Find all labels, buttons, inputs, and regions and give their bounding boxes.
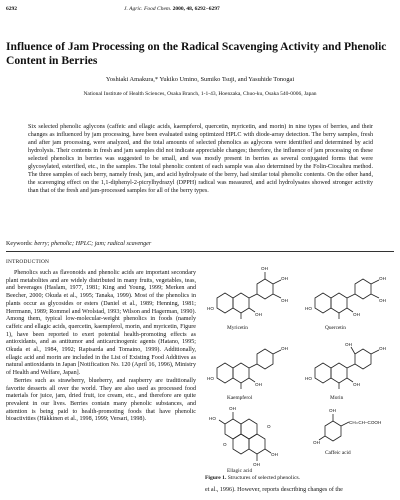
page-number: 6292 bbox=[6, 6, 17, 12]
intro-paragraph-2: Berries such as strawberry, blueberry, and raspberry are traditionally favorite desserts all over the world. They are also used as processed food materials for juice, jam, dried fruit, ice cream, etc., and therefore are quite prevalent in our lives. Berries contain many phenolic substances, and attention is being paid to health-promoting foods that have phenolic bioactivities (Häkkinen et al., 1998, 1999; Versari, 1998). bbox=[6, 377, 196, 423]
myricetin-structure bbox=[217, 272, 281, 319]
figure-caption bbox=[205, 475, 300, 481]
label-morin: Morin bbox=[330, 395, 344, 401]
journal-reference bbox=[124, 6, 220, 12]
keywords-label: Keywords: bbox=[6, 241, 33, 247]
figure-1-structures bbox=[205, 256, 395, 478]
keywords-terms: berry; phenolic; HPLC; jam; radical scavenger bbox=[34, 241, 152, 247]
atom-label: OH bbox=[379, 346, 386, 351]
atom-label: HO bbox=[209, 416, 216, 421]
section-heading-introduction: INTRODUCTION bbox=[6, 259, 50, 265]
author-list: Yoshiaki Amakura,* Yukiko Umino, Sumiko Tsuji, and Yasuhide Tonogai bbox=[105, 76, 295, 83]
ellagic-acid-structure bbox=[219, 412, 271, 461]
atom-label: OH bbox=[271, 452, 278, 457]
morin-structure bbox=[315, 347, 379, 389]
label-caffeic-acid: Caffeic acid bbox=[325, 450, 351, 456]
atom-label: OH bbox=[345, 342, 352, 347]
caffeic-acid-structure bbox=[319, 414, 349, 441]
paper-title: Influence of Jam Processing on the Radical Scavenging Activity and Phenolic Content in Berries bbox=[6, 40, 387, 67]
atom-label: HO bbox=[305, 306, 312, 311]
keywords-line bbox=[6, 241, 386, 247]
atom-label: HO bbox=[207, 306, 214, 311]
atom-label: OH bbox=[281, 276, 288, 281]
atom-label: OH bbox=[229, 406, 236, 411]
atom-label: HO bbox=[305, 376, 312, 381]
atom-label: OH bbox=[379, 298, 386, 303]
journal-name: J. Agric. Food Chem. bbox=[124, 6, 172, 12]
journal-volume-pages: 2000, 48, 6292−6297 bbox=[172, 6, 220, 12]
atom-label: O bbox=[267, 424, 271, 429]
atom-label: OH bbox=[253, 462, 260, 467]
figure-caption-label: Figure 1. bbox=[205, 475, 227, 481]
chemical-structures-drawing bbox=[205, 256, 395, 478]
atom-label: OH bbox=[281, 346, 288, 351]
figure-caption-text: Structures of selected phenolics. bbox=[227, 475, 301, 481]
atom-label: OH bbox=[261, 266, 268, 271]
atom-label: OH bbox=[353, 382, 360, 387]
intro-paragraph-1: Phenolics such as flavonoids and phenolic acids are important secondary plant metabolites and are widely distributed in many fruits, vegetables, teas, and beverages (Haslam, 1977, 1981; King and Young, 1999; Merken and Beecher, 2000; Okuda et al., 1995; Tanaka, 1999). Most of the phenolics in plants occur as glycosides or esters (Daniel et al., 1989; Henning, 1981; Herrmann, 1989; Rommel and Wrolstad, 1993; Wilson and Hagerman, 1990). Among them, typical low-molecular-weight phenolics in foods (namely caffeic and ellagic acids, quercetin, kaempferol, morin, and myricetin, Figure 1), have been reported to exert potential health-promoting effects as antioxidants, and as antitumor and anticarcinogenic agents (Hatano, 1995; Okuda et al., 1984, 1992; Rapisarda and Tomaino, 1999). Additionally, ellagic acid and morin are included in the List of Existing Food Additives as natural antioxidants in Japan [Notification No. 120 (April 16, 1996), Ministry of Health and Welfare, Japan]. bbox=[6, 270, 196, 377]
atom-label: OH bbox=[255, 312, 262, 317]
atom-label: OH bbox=[379, 276, 386, 281]
atom-label: OH bbox=[313, 440, 320, 445]
running-header bbox=[6, 6, 394, 16]
atom-label: OH bbox=[353, 312, 360, 317]
section-divider bbox=[6, 251, 394, 252]
affiliation: National Institute of Health Sciences, Osaka Branch, 1-1-43, Hoenzaka, Chuo-ku, Osaka 540-0006, Japan bbox=[83, 91, 317, 97]
atom-label: CH=CH–COOH bbox=[349, 420, 382, 425]
atom-label: O bbox=[223, 442, 227, 447]
atom-label: HO bbox=[207, 376, 214, 381]
label-kaempferol: Kaempferol bbox=[227, 395, 253, 401]
atom-label: OH bbox=[255, 382, 262, 387]
atom-label: OH bbox=[329, 408, 336, 413]
atom-label: OH bbox=[281, 298, 288, 303]
label-myricetin: Myricetin bbox=[227, 325, 248, 331]
abstract: Six selected phenolic aglycons (caffeic and ellagic acids, kaempferol, quercetin, myricetin, and morin) in nine types of berries, and their changes as influenced by jam processing, have been evaluated using optimized HPLC with diode-array detection. The berry samples, fresh and after jam processing, were analyzed, and the total amounts of selected phenolics as aglycons were identified and determined by acid hydrolysis. Their contents in fresh and jam samples did not indicate appreciable changes; therefore, the influence of jam processing on these selected phenolics in berries was suggested to be small, and was mostly present in berries as several conjugated forms that were glycosylated, esterified, etc., in the samples. The total phenolic content of each sample was also determined by the Folin-Ciocalteu method. The three samples of each berry, namely fresh, jam, and acid hydrolysate of the berry, had similar total phenolic contents. On the other hand, the scavenging effect on the 1,1-diphenyl-2-picrylhydrazyl (DPPH) radical was measured, and acid hydrolysates showed stronger activity than that of the fresh and jam-processed samples for all of the berry types. bbox=[28, 124, 373, 195]
quercetin-structure bbox=[315, 279, 379, 319]
right-column-text: et al., 1996). However, reports describing changes of the bbox=[205, 487, 343, 493]
label-ellagic-acid: Ellagic acid bbox=[227, 468, 253, 474]
intro-text-column bbox=[6, 270, 196, 424]
label-quercetin: Quercetin bbox=[325, 325, 346, 331]
kaempferol-structure bbox=[217, 349, 281, 389]
